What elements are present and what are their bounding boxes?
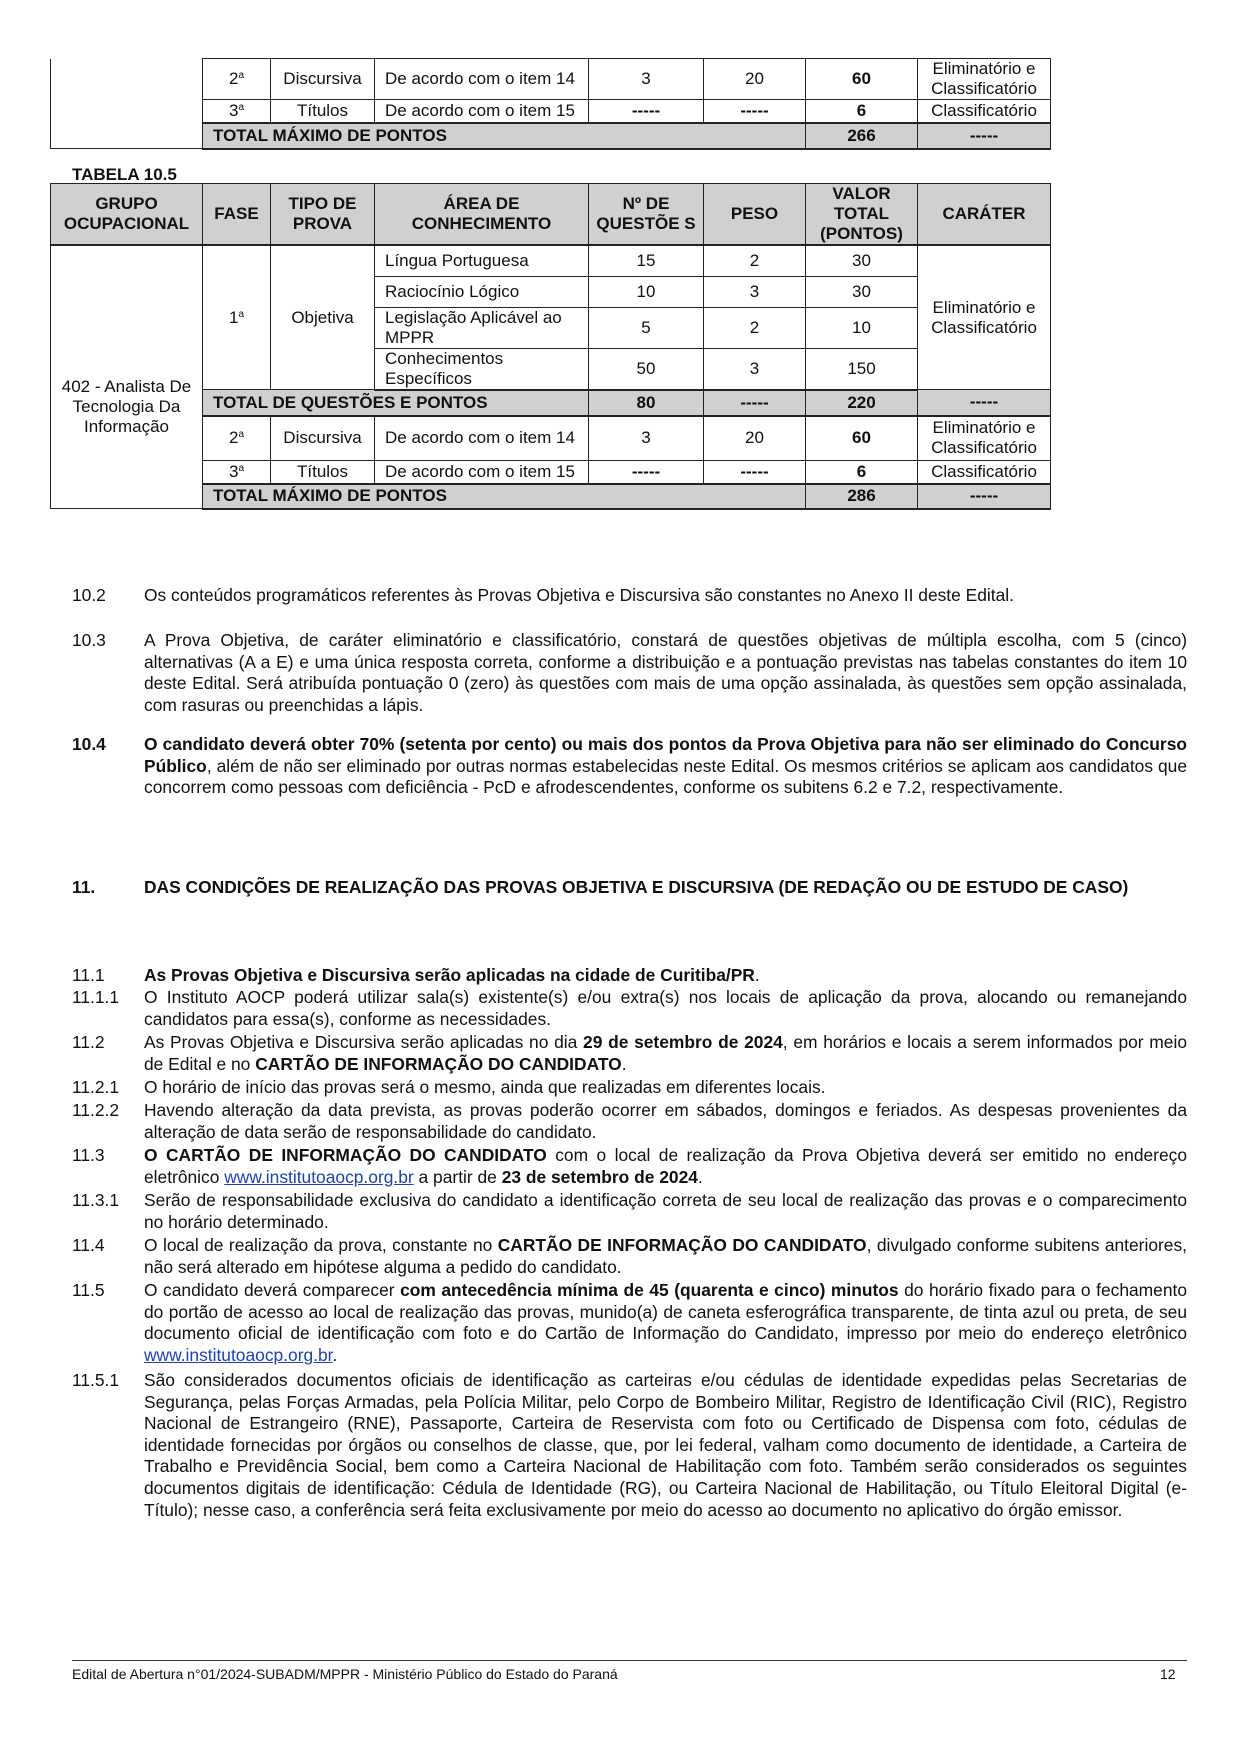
item-number: 10.3 xyxy=(72,630,106,650)
exam-date: 29 de setembro de 2024 xyxy=(583,1032,783,1052)
area-cell: Legislação Aplicável ao MPPR xyxy=(375,307,589,348)
item-text xyxy=(144,1235,1187,1278)
bold-text: CARTÃO DE INFORMAÇÃO DO CANDIDATO xyxy=(255,1053,622,1074)
table-caption: TABELA 10.5 xyxy=(72,165,177,184)
paragraph-11-3 xyxy=(72,1145,1187,1188)
page-number: 12 xyxy=(1160,1666,1176,1682)
header-valor: VALOR TOTAL (PONTOS) xyxy=(806,184,918,246)
questoes-cell: 3 xyxy=(589,416,704,461)
item-number: 11.2.2 xyxy=(72,1100,120,1120)
header-tipo: TIPO DE PROVA xyxy=(271,184,375,246)
total-valor: 266 xyxy=(806,123,918,149)
table-row xyxy=(51,59,1051,100)
paragraph-11-2-2 xyxy=(72,1100,1187,1143)
carater-cell: Eliminatório e Classificatório xyxy=(918,59,1051,100)
paragraph-11-2-1 xyxy=(72,1077,1187,1099)
questoes-cell: 15 xyxy=(589,245,704,276)
item-number: 11.1.1 xyxy=(72,987,120,1007)
table-10-4-continuation xyxy=(50,58,1051,150)
area-cell: Língua Portuguesa xyxy=(375,245,589,276)
peso-cell: 2 xyxy=(704,307,806,348)
item-number: 10.4 xyxy=(72,734,106,754)
total-label: TOTAL MÁXIMO DE PONTOS xyxy=(203,123,806,149)
text: . xyxy=(697,1166,703,1187)
total-carater: ----- xyxy=(918,484,1051,509)
header-fase: FASE xyxy=(203,184,271,246)
item-text: São considerados documentos oficiais de identificação as carteiras e/ou cédulas de identidade expedidas pelas Secretarias de Segurança, pelas Forças Armadas, pela Polícia Militar, pelo Corpo de Bombeiro Militar, Registro de Identificação Civil (RIC), Registro Nacional de Estrangeiro (RNE), Passaporte, Carteira de Reservista com foto ou Certificado de Dispensa com foto, cédulas de identidade fornecidas por órgãos ou conselhos de classe, que, por lei federal, valham como documento de identidade, a Carteira de Trabalho e Previdência Social, bem como a Carteira Nacional de Habilitação com foto. Também serão considerados os seguintes documentos digitais de identificação: Cédula de Identidade (RG), ou Carteira Nacional de Habilitação, ou Título Eleitoral Digital (e-Título); nesse caso, a conferência será feita exclusivamente por meio do acesso ao documento no aplicativo do órgão emissor. xyxy=(144,1370,1187,1520)
paragraph-11-1-1 xyxy=(72,987,1187,1030)
questoes-cell: ----- xyxy=(589,100,704,123)
fase-cell: 1$^a$ xyxy=(203,245,271,390)
item-text: O Instituto AOCP poderá utilizar sala(s) existente(s) e/ou extra(s) nos locais de aplicação da prova, alocando ou remanejando candidatos para essa(s), conforme as necessidades. xyxy=(144,987,1187,1029)
paragraph-11-5 xyxy=(72,1280,1187,1366)
text: . xyxy=(332,1344,338,1365)
item-text: Havendo alteração da data prevista, as provas poderão ocorrer em sábados, domingos e feriados. As despesas provenientes da alteração de data serão de responsabilidade do candidato. xyxy=(144,1100,1187,1142)
header-questoes: Nº DE QUESTÕE S xyxy=(589,184,704,246)
bold-text: O CARTÃO DE INFORMAÇÃO DO CANDIDATO xyxy=(144,1145,547,1165)
item-text xyxy=(144,1280,1187,1366)
total-valor: 286 xyxy=(806,484,918,509)
area-cell: De acordo com o item 14 xyxy=(375,59,589,100)
paragraph-10-2 xyxy=(72,585,1187,607)
text: com o local de realização da Prova Objetiva deverá ser emitido no endereço eletrônico xyxy=(144,1145,1187,1187)
total-questoes-peso: ----- xyxy=(704,390,806,416)
fase-cell: 3$^a$ xyxy=(203,461,271,484)
tipo-cell: Objetiva xyxy=(271,245,375,390)
paragraph-10-4 xyxy=(72,734,1187,799)
questoes-cell: 5 xyxy=(589,307,704,348)
text: do horário fixado para o fechamento do portão de acesso ao local de realização das provas, munido(a) de caneta esferográfica transparente, de tinta azul ou preta, de seu documento oficial de identificação com foto e do Cartão de Informação do Candidato, impresso por meio do endereço eletrônico xyxy=(144,1280,1187,1344)
fase-cell: 3$^a$ xyxy=(203,100,271,123)
peso-cell: 3 xyxy=(704,348,806,390)
header-carater: CARÁTER xyxy=(918,184,1051,246)
bold-text: CARTÃO DE INFORMAÇÃO DO CANDIDATO xyxy=(497,1235,867,1255)
header-grupo: GRUPO OCUPACIONAL xyxy=(51,184,203,246)
item-text: Os conteúdos programáticos referentes às Provas Objetiva e Discursiva são constantes no Anexo II deste Edital. xyxy=(144,585,1014,605)
text: O local de realização da prova, constante no xyxy=(144,1235,498,1255)
tipo-cell: Títulos xyxy=(271,461,375,484)
valor-cell: 150 xyxy=(806,348,918,390)
area-cell: De acordo com o item 15 xyxy=(375,461,589,484)
valor-cell: 6 xyxy=(806,100,918,123)
total-label: TOTAL MÁXIMO DE PONTOS xyxy=(203,484,806,509)
text: , além de não ser eliminado por outras normas estabelecidas neste Edital. Os mesmos critérios se aplicam aos candidatos que concorrem como pessoas com deficiência - PcD e afrodescendentes, conforme os subitens 6.2 e 7.2, respectivamente. xyxy=(144,755,1187,798)
paragraph-11-5-1 xyxy=(72,1370,1187,1521)
item-number: 10.2 xyxy=(72,585,106,605)
carater-cell: Classificatório xyxy=(918,461,1051,484)
item-text xyxy=(144,1032,1187,1075)
footer-text: Edital de Abertura n°01/2024-SUBADM/MPPR - Ministério Público do Estado do Paraná xyxy=(72,1666,618,1682)
card-date: 23 de setembro de 2024 xyxy=(501,1166,698,1187)
total-questoes-label: TOTAL DE QUESTÕES E PONTOS xyxy=(203,390,589,416)
bold-text: com antecedência mínima de 45 (quarenta e cinco) minutos xyxy=(400,1280,899,1300)
tipo-cell: Discursiva xyxy=(271,59,375,100)
item-text xyxy=(144,1145,1187,1188)
grupo-cell-empty xyxy=(51,59,203,149)
item-text: O horário de início das provas será o mesmo, ainda que realizadas em diferentes locais. xyxy=(144,1077,826,1097)
questoes-cell: ----- xyxy=(589,461,704,484)
text: . xyxy=(621,1053,627,1074)
text: , em horários e locais a serem informados por meio de Edital e no xyxy=(144,1032,1187,1074)
text: . xyxy=(754,965,760,985)
item-text: Serão de responsabilidade exclusiva do candidato a identificação correta de seu local de realização das provas e o comparecimento no horário determinado. xyxy=(144,1190,1187,1232)
valor-cell: 10 xyxy=(806,307,918,348)
peso-cell: 2 xyxy=(704,245,806,276)
header-row xyxy=(51,184,1051,246)
item-text xyxy=(144,965,1187,987)
institutoaocp-link[interactable]: www.institutoaocp.org.br xyxy=(144,1344,333,1365)
footer-divider xyxy=(72,1660,1187,1661)
tipo-cell: Títulos xyxy=(271,100,375,123)
area-cell: Raciocínio Lógico xyxy=(375,276,589,307)
bold-text: As Provas Objetiva e Discursiva serão aplicadas na cidade de Curitiba/PR xyxy=(144,965,755,985)
item-number: 11.2.1 xyxy=(72,1077,120,1097)
item-number: 11.2 xyxy=(72,1032,105,1052)
bold-text: O candidato deverá obter 70% (setenta por cento) ou mais dos pontos da Prova Objetiva para não ser eliminado do Concurso Público xyxy=(144,734,1187,776)
text: As Provas Objetiva e Discursiva serão aplicadas no dia xyxy=(144,1032,584,1052)
questoes-cell: 10 xyxy=(589,276,704,307)
header-peso: PESO xyxy=(704,184,806,246)
area-cell: De acordo com o item 15 xyxy=(375,100,589,123)
valor-cell: 6 xyxy=(806,461,918,484)
questoes-cell: 50 xyxy=(589,348,704,390)
fase-cell: 2$^a$ xyxy=(203,416,271,461)
item-number: 11.4 xyxy=(72,1235,105,1255)
valor-cell: 30 xyxy=(806,276,918,307)
paragraph-10-3 xyxy=(72,630,1187,716)
section-11-heading xyxy=(72,876,1187,898)
text: , divulgado conforme subitens anteriores, não será alterado em hipótese alguma a pedido do candidato. xyxy=(144,1235,1187,1277)
item-number: 11.5.1 xyxy=(72,1370,120,1390)
peso-cell: 3 xyxy=(704,276,806,307)
paragraph-11-4 xyxy=(72,1235,1187,1278)
peso-cell: ----- xyxy=(704,461,806,484)
paragraph-11-3-1 xyxy=(72,1190,1187,1233)
peso-cell: 20 xyxy=(704,416,806,461)
item-number: 11.5 xyxy=(72,1280,105,1300)
peso-cell: ----- xyxy=(704,100,806,123)
paragraph-11-2 xyxy=(72,1032,1187,1075)
institutoaocp-link[interactable]: www.institutoaocp.org.br xyxy=(224,1166,414,1187)
item-number: 11.3 xyxy=(72,1145,105,1165)
area-cell: Conhecimentos Específicos xyxy=(375,348,589,390)
item-text: A Prova Objetiva, de caráter eliminatório e classificatório, constará de questões objetivas de múltipla escolha, com 5 (cinco) alternativas (A a E) e uma única resposta correta, conforme a distribuição e a pontuação previstas nas tabelas constantes do item 10 deste Edital. Será atribuída pontuação 0 (zero) às questões com mais de uma opção assinalada, às questões sem opção assinalada, com rasuras ou preenchidas a lápis. xyxy=(144,630,1187,715)
total-questoes-valor: 220 xyxy=(806,390,918,416)
valor-cell: 60 xyxy=(806,416,918,461)
total-questoes-carater: ----- xyxy=(918,390,1051,416)
total-carater: ----- xyxy=(918,123,1051,149)
section-title: DAS CONDIÇÕES DE REALIZAÇÃO DAS PROVAS OBJETIVA E DISCURSIVA (DE REDAÇÃO OU DE ESTUDO DE CASO) xyxy=(144,877,1129,897)
grupo-ocupacional-cell: 402 - Analista De Tecnologia Da Informação xyxy=(51,245,203,509)
peso-cell: 20 xyxy=(704,59,806,100)
header-area: ÁREA DE CONHECIMENTO xyxy=(375,184,589,246)
valor-cell: 60 xyxy=(806,59,918,100)
section-number: 11. xyxy=(72,877,96,897)
valor-cell: 30 xyxy=(806,245,918,276)
carater-cell: Classificatório xyxy=(918,100,1051,123)
carater-cell: Eliminatório e Classificatório xyxy=(918,416,1051,461)
questoes-cell: 3 xyxy=(589,59,704,100)
item-number: 11.1 xyxy=(72,965,105,985)
carater-cell: Eliminatório e Classificatório xyxy=(918,245,1051,390)
fase-cell: 2$^a$ xyxy=(203,59,271,100)
text: a partir de xyxy=(413,1166,502,1187)
table-row xyxy=(51,245,1051,276)
tipo-cell: Discursiva xyxy=(271,416,375,461)
paragraph-11-1 xyxy=(72,965,1187,987)
item-number: 11.3.1 xyxy=(72,1190,120,1210)
item-text xyxy=(144,734,1187,799)
total-questoes-count: 80 xyxy=(589,390,704,416)
area-cell: De acordo com o item 14 xyxy=(375,416,589,461)
table-10-5 xyxy=(50,183,1051,510)
text: O candidato deverá comparecer xyxy=(144,1280,401,1300)
